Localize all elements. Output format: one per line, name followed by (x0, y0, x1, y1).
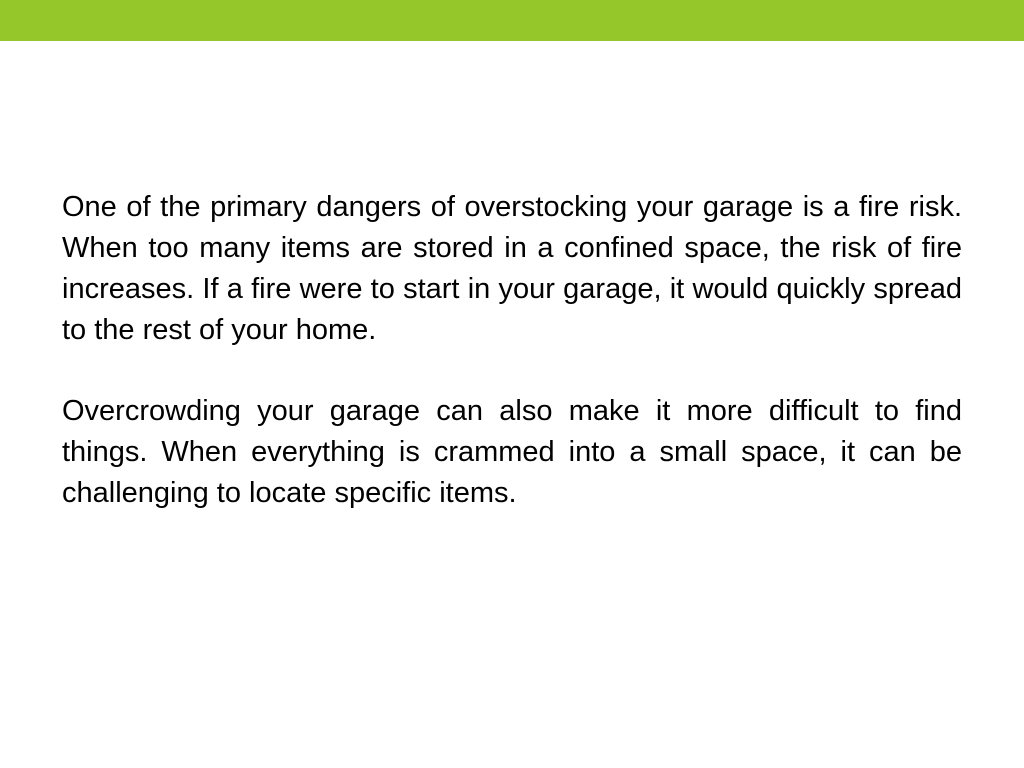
paragraph-finding-things: Overcrowding your garage can also make it more difficult to find things. When everything is crammed into a small space, it can be challenging to locate specific items. (62, 395, 962, 509)
top-accent-bar (0, 0, 1024, 41)
slide-body (62, 187, 962, 514)
paragraph-fire-risk: One of the primary dangers of overstocking your garage is a fire risk. When too many items are stored in a confined space, the risk of fire increases. If a fire were to start in your garage, it would quickly spread to the rest of your home. (62, 191, 962, 346)
